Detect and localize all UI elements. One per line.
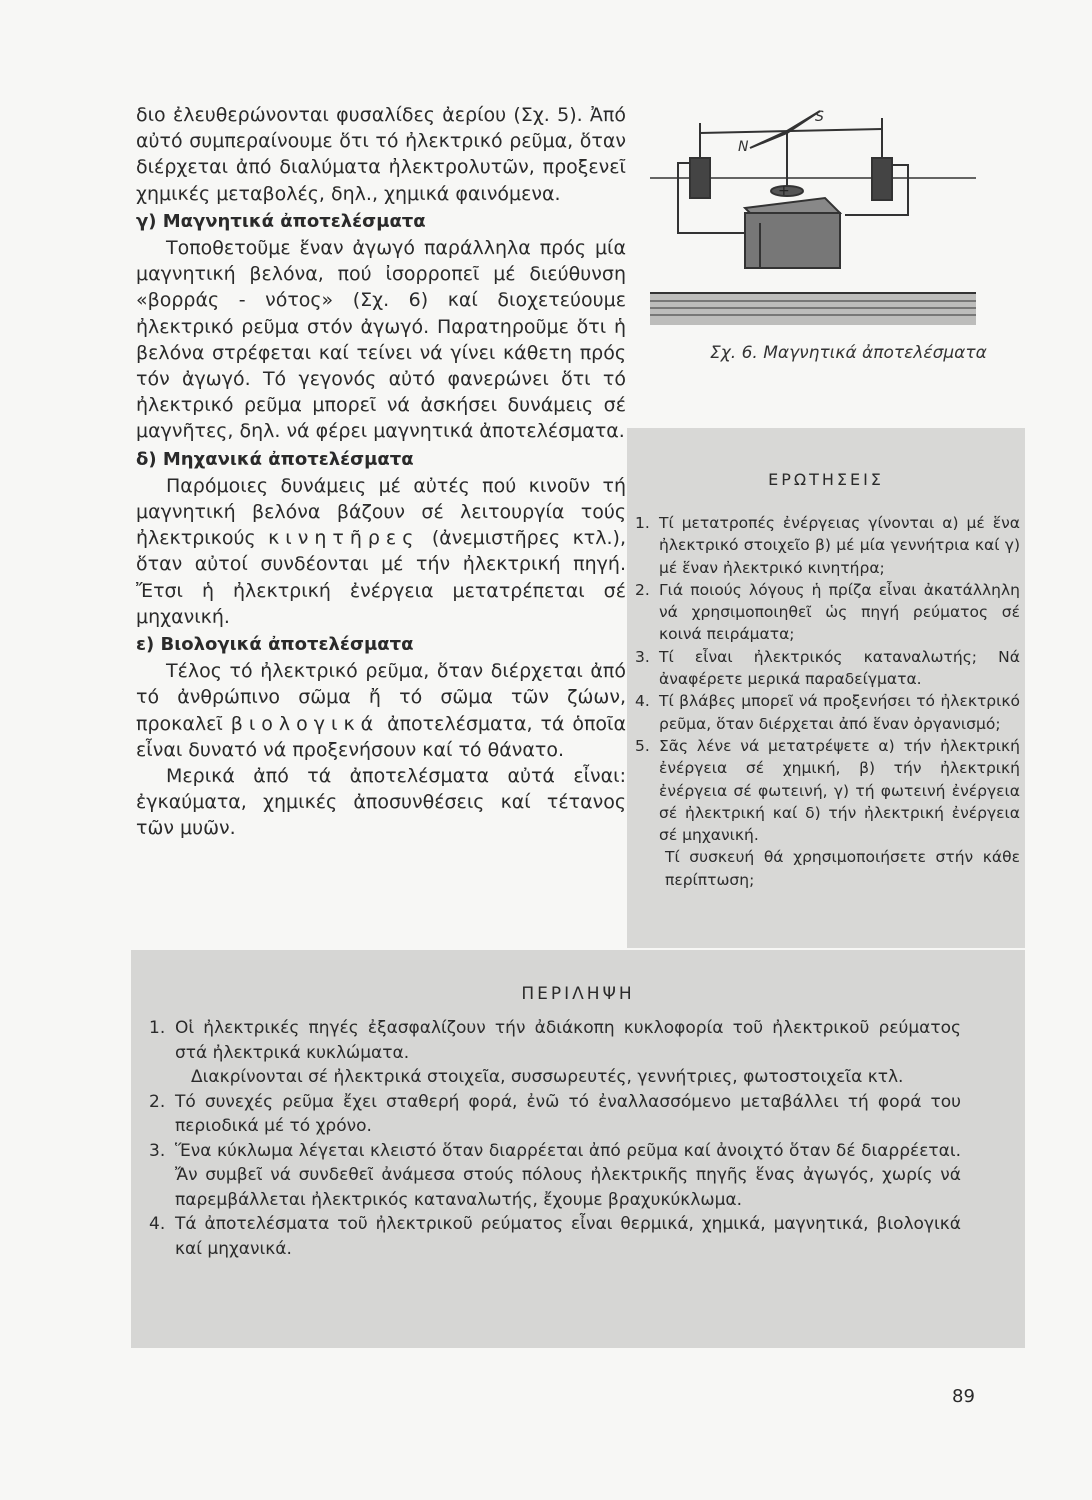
question-item (635, 646, 1020, 691)
summary-text: Τά ἀποτελέσματα τοῦ ἠλεκτρικοῦ ρεύματος εἶναι θερμικά, χημικά, μαγνητικά, βιολογικά καί μηχανικά. (175, 1214, 961, 1259)
label-north: N (738, 139, 749, 155)
summary-number: 2. (149, 1091, 166, 1112)
paragraph-mechanical-effects (136, 473, 626, 630)
label-plus: + (778, 183, 790, 199)
question-number: 1. (635, 514, 650, 532)
page-number: 89 (952, 1386, 975, 1407)
summary-number: 1. (149, 1018, 166, 1038)
summary-number: 4. (149, 1214, 166, 1234)
mechanical-text-b: (ἀνεμιστῆρες κτλ.), ὅταν αὐτοί συνδέονται μέ τήν ἠλεκτρική πηγή. Ἔτσι ἡ ἠλεκτρική ἐνέργεια μετατρέπεται σέ μηχανική. (136, 527, 626, 628)
label-south: S (815, 109, 824, 125)
summary-item (149, 1139, 961, 1213)
question-item (635, 690, 1020, 735)
biological-text-a: Τέλος τό ἠλεκτρικό ρεῦμα, ὅταν διέρχεται ἀπό τό ἀνθρώπινο σῶμα ἤ τό σῶμα τῶν ζώων, προκαλεῖ (136, 660, 626, 735)
question-number: 5. (635, 736, 650, 755)
spaced-term-biological: βιολογικά (230, 712, 380, 735)
summary-list (149, 1016, 961, 1261)
summary-number: 3. (149, 1140, 166, 1161)
heading-magnetic-effects: γ) Μαγνητικά ἀποτελέσματα (136, 210, 426, 232)
question-item (635, 579, 1020, 646)
question-text: Τί μετατροπές ἐνέργειας γίνονται α) μέ ἕνα ἠλεκτρικό στοιχεῖο β) μέ μία γεννήτρια καί γ) μέ ἕναν ἠλεκτρικό κινητήρα; (659, 514, 1020, 577)
summary-text: Ἕνα κύκλωμα λέγεται κλειστό ὅταν διαρρέεται ἀπό ρεῦμα καί ἀνοιχτό ὅταν δέ διαρρέεται. Ἄν συμβεῖ νά συνδεθεῖ ἀνάμεσα στούς πόλους ἠλεκτρικῆς πηγῆς ἕνας ἀγωγός, χωρίς νά παρεμβάλλεται ἠλεκτρικός καταναλωτής, ἔχουμε βραχυκύκλωμα. (175, 1140, 961, 1210)
question-number: 3. (635, 647, 650, 666)
summary-box (131, 950, 1025, 1348)
circuit-drawing (650, 111, 976, 325)
summary-text: Τό συνεχές ρεῦμα ἔχει σταθερή φορά, ἐνῶ τό ἐναλλασσόμενο μεταβάλλει τή φορά του περιοδικά μέ τό χρόνο. (175, 1091, 961, 1136)
question-text: Τί εἶναι ἠλεκτρικός καταναλωτής; Νά ἀναφέρετε μερικά παραδείγματα. (659, 647, 1020, 689)
summary-title: ΠΕΡΙΛΗΨΗ (521, 984, 635, 1004)
question-item (635, 512, 1020, 579)
spaced-term-motors: κινητῆρες (268, 527, 420, 550)
paragraph-chemical-effects: διο ἐλευθερώνονται φυσαλίδες ἀερίου (Σχ. 5). Ἀπό αὐτό συμπεραίνουμε ὅτι τό ἠλεκτρικό ρεῦμα, ὅταν διέρχεται ἀπό διαλύματα ἠλεκτρολυτῶν, προξενεῖ χημικές μεταβολές, δηλ., χημικά φαινόμενα. (136, 104, 626, 205)
paragraph-magnetic-effects: Τοποθετοῦμε ἕναν ἀγωγό παράλληλα πρός μία μαγνητική βελόνα, πού ἰσορροπεῖ μέ διεύθυνση «βορράς - νότος» (Σχ. 6) καί διοχετεύουμε ἠλεκτρικό ρεῦμα στόν ἀγωγό. Παρατηροῦμε ὅτι ἡ βελόνα στρέφεται καί τείνει νά γίνει κάθετη πρός τόν ἀγωγό. Τό γεγονός αὐτό φανερώνει ὅτι τό ἠλεκτρικό ρεῦμα μπορεῖ νά ἀσκήσει δυνάμεις σέ μαγνῆτες, δηλ. νά φέρει μαγνητικά ἀποτελέσματα. (136, 237, 626, 443)
mechanical-text-a: Παρόμοιες δυνάμεις μέ αὐτές πού κινοῦν τή μαγνητική βελόνα βάζουν σέ λειτουργία τούς ἠλεκτρικούς (136, 474, 626, 550)
paragraph-biological-effects (136, 658, 626, 763)
heading-mechanical-effects: δ) Μηχανικά ἀποτελέσματα (136, 448, 414, 470)
heading-biological-effects: ε) Βιολογικά ἀποτελέσματα (136, 634, 414, 656)
main-text-column (136, 102, 626, 842)
question-item (635, 735, 1020, 846)
summary-item (149, 1212, 961, 1261)
questions-title: ΕΡΩΤΗΣΕΙΣ (768, 470, 884, 489)
figure-caption: Σχ. 6. Μαγνητικά ἀποτελέσματα (710, 343, 987, 363)
summary-text: Οἱ ἠλεκτρικές πηγές ἐξασφαλίζουν τήν ἀδιάκοπη κυκλοφορία τοῦ ἠλεκτρικοῦ ρεύματος στά ἠλεκτρικά κυκλώματα. (175, 1018, 961, 1063)
question-5-continuation: Τί συσκευή θά χρησιμοποιήσετε στήν κάθε περίπτωση; (665, 848, 1020, 889)
question-text: Γιά ποιούς λόγους ἡ πρίζα εἶναι ἀκατάλληλη νά χρησιμοποιηθεῖ ὡς πηγή ρεύματος σέ κοινά πειράματα; (659, 580, 1020, 644)
questions-list (635, 512, 1020, 891)
question-text: Σᾶς λένε νά μετατρέψετε α) τήν ἠλεκτρική ἐνέργεια σέ χημική, β) τήν ἠλεκτρική ἐνέργεια σέ φωτεινή, γ) τή φωτεινή ἐνέργεια σέ ἠλεκτρική καί δ) τήν ἠλεκτρική ἐνέργεια σέ μηχανική. (659, 736, 1020, 845)
summary-item (149, 1090, 961, 1139)
figure-magnetic-needle-illustration (650, 103, 976, 335)
question-text: Τί βλάβες μπορεῖ νά προξενήσει τό ἠλεκτρικό ρεῦμα, ὅταν διέρχεται ἀπό ἕναν ὀργανισμό; (659, 692, 1020, 733)
question-number: 2. (635, 580, 650, 599)
summary-item-1-sub: Διακρίνονται σέ ἠλεκτρικά στοιχεῖα, συσσωρευτές, γεννήτριες, φωτοστοιχεῖα κτλ. (191, 1067, 904, 1087)
questions-box (627, 428, 1025, 948)
question-number: 4. (635, 692, 650, 711)
biological-text-b: ἀποτελέσματα, τά ὁποῖα εἶναι δυνατό νά προξενήσουν καί τό θάνατο. (136, 712, 626, 761)
summary-item (149, 1016, 961, 1065)
paragraph-effects-list: Μερικά ἀπό τά ἀποτελέσματα αὐτά εἶναι: ἐγκαύματα, χημικές ἀποσυνθέσεις καί τέτανος τῶν μυῶν. (136, 765, 626, 840)
